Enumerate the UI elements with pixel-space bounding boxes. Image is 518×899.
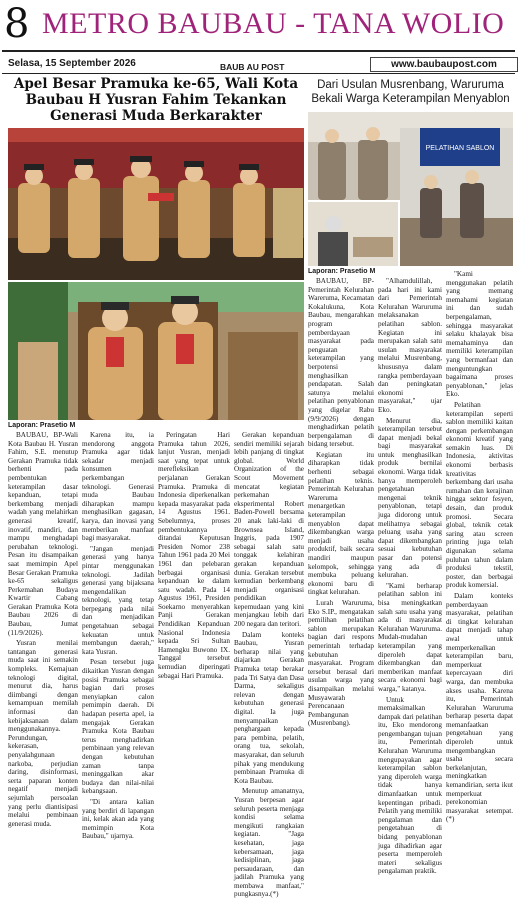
article1-paragraph: Karena itu, ia mendorong anggota Pramuka agar tidak sekadar menjadi konsumen perkembangan teknologi. Generasi muda Baubau diharapkan mampu menghasilkan gagasan, karya, dan inovasi yang memberikan manfaat bagi masyarakat.	[82, 431, 154, 543]
article1-paragraph: "Jangan menjadi generasi yang hanya pintar menggunakan teknologi. Jadilah generasi yang bijaksana mengendalikan teknologi, yang tetap berpegang pada nilai dan menjadikan pengetahuan sebagai kekuatan untuk membangun daerah," kata Yusran.	[82, 544, 154, 656]
article1-paragraph: Gerakan kepanduan sendiri memiliki sejarah lebih panjang di tingkat global. World Organization of the Scout Movement mencatat kegiatan perkemahan eksperimental Robert Baden-Powell bersama 20 anak laki-laki di Brownsea Island, Inggris, pada 1907 sebagai salah satu tonggak kelahiran gerakan kepanduan dunia. Gerakan tersebut kemudian berkembang menjadi organisasi pendidikan kepemudaan yang kini menjangkau lebih dari 200 negara dan teritori.	[234, 431, 304, 629]
article2-photo-mid-left	[308, 202, 398, 266]
article2-paragraph: Untuk memaksimalkan dampak dari pelatihan itu, Eko mendorong pengembangan tujuan itu, Pemerintah Kelurahan Warurumа mengupayakan agar keterampilan sablon yang diperoleh warga tidak hanya dimanfaatkan untuk kepentingan pribadi. Pelatih yang memiliki pengalaman dan pengetahuan di bidang penyablonan juga dihadirkan agar peserta memperoleh materi sekaligus pengalaman praktik.	[378, 695, 442, 876]
article2-paragraph: Pelatihan keterampilan seperti sablon memiliki kaitan dengan perkembangan ekonomi kreatif yang semakin luas. Di Indonesia, aktivitas ekonomi berbasis kreativitas berkembang dari usaha rumahan dan kerajinan hingga sektor fesyen, desain, dan produk promosi. Secara global, teknik cetak saring atau screen printing juga telah digunakan selama puluhan tahun dalam produksi tekstil, poster, dan berbagai produk komersial.	[446, 400, 513, 590]
article2-paragraph: Lurah Warurumа, Eko S.IP., mengatakan pemilihan pelatihan sablon merupakan bagian dari respons pemerintah terhadap kebutuhan masyarakat. Program tersebut berasal dari usulan warga yang disampaikan melalui Musyawarah Perencanaan Pembangunan (Musrenbang).	[308, 598, 374, 728]
website-link[interactable]: www.baubaupost.com	[370, 57, 518, 72]
article1-column-1	[8, 431, 78, 828]
article1-paragraph: Menutup amanatnya, Yusran berpesan agar seluruh peserta menjaga kondisi selama mengikuti rangkaian kegiatan. "Jaga kesehatan, jaga kebersamaan, jaga kedisiplinan, jaga persaudaraan, dan jadilah Pramuka yang membawa manfaat," pungkasnya.(*)	[234, 787, 304, 899]
article1-paragraph: "Di antara kalian yang berdiri di lapangan ini, kelak akan ada yang memimpin Kota Baubau," ujarnya.	[82, 797, 154, 841]
section-label: BAUB AU POST	[220, 62, 285, 72]
article2-paragraph: "Alhamdulillah, pada hari ini kami dari Pemerintah Kelurahan Warurumа melaksanakan pelatihan sablon. Kegiatan ini merupakan salah satu usulan masyarakat melalui Musrenbang, khususnya dalam rangka pemberdayaan dan peningkatan ekonomi masyarakat," ujar Eko.	[378, 277, 442, 414]
article2-paragraph: Menurut dia, keterampilan tersebut dapat menjadi bekal bagi masyarakat untuk menghasilkan produk bernilai ekonomi. Warga tidak hanya memperoleh pengetahuan mengenai teknik penyablonan, tetapi juga didorong untuk melihatnya sebagai peluang usaha yang dapat dikembangkan sesuai kebutuhan pasar dan potensi yang ada di kelurahan.	[378, 416, 442, 580]
article1-paragraph: BAUBAU, BP-Wali Kota Baubau H. Yusran Fahim, S.E. menutup Gerakan Pramuka tidak berhenti pada pembentukan keterampilan dasar kepanduan, tetapi berkembang menjadi wadah yang melahirkan generasi kreatif, inovatif, mandiri, dan mampu menghadapi perubahan teknologi. Pesan itu disampaikan saat memimpin Apel Besar Gerakan Pramuka ke-65 sekaligus Perkemahan Budaya Kwartir Cabang Gerakan Pramuka Kota Baubau 2026 di Baubau, Jumat (11/9/2026).	[8, 431, 78, 637]
article2-column-3	[446, 270, 513, 824]
article1-paragraph: Peringatan Hari Pramuka tahun 2026, lanjut Yusran, menjadi saat yang tepat untuk merefleksikan perjalanan Gerakan Pramuka. Pramuka di Indonesia diperkenalkan kepada masyarakat pada 14 Agustus 1961. Sebelumnya, proses pembentukannya ditandai Keputusan Presiden Nomor 238 Tahun 1961 pada 20 Mei 1961 dan pelebaran berbagai organisasi kepanduan ke dalam satu wadah. Pada 14 Agustus 1961, Presiden Soekarno menyerahkan Panji Gerakan Pendidikan Kepanduan Nasional Indonesia kepada Sri Sultan Hamengku Buwono IX. Tanggal tersebut kemudian diperingati sebagai Hari Pramuka.	[158, 431, 230, 680]
article2-paragraph: Kegiatan itu diharapkan tidak berhenti sebagai pelatihan teknis. Pemerintah Kelurahan Wareruma menargetkan keterampilan menyablon dapat dikembangkan warga menjadi usaha produktif, baik secara mandiri maupun kelompok, sehingga membuka peluang ekonomi baru di tingkat kelurahan.	[308, 450, 374, 597]
article2-caption: Laporan: Prasetio M	[308, 268, 376, 275]
side-margin-mark	[501, 2, 515, 62]
header-rule	[2, 50, 515, 52]
banner-text: PELATIHAN SABLON	[425, 145, 495, 152]
page-number: 8	[4, 1, 30, 47]
article1-paragraph: Yusran menilai tantangan generasi muda saat ini semakin kompleks. Kemajuan teknologi digital, menurut dia, harus diimbangi dengan kemampuan memilah informasi dan kebijaksanaan dalam menggunakannya. Perundungan, kekerasan, penyalahgunaan narkoba, perjudian daring, disinformasi, serta paparan konten negatif menjadi sejumlah persoalan yang perlu diantisipasi melalui pembinaan generasi muda.	[8, 639, 78, 828]
article1-photo-top	[8, 128, 304, 280]
article2-paragraph: "Kami berharap pelatihan sablon ini bisa meningkatkan salah satu usaha yang ada di masyarakat Kelurahan Warurumа. Mudah-mudahan keterampilan yang diperoleh dapat dikembangkan dan memberikan manfaat secara ekonomi bagi warga," katanya.	[378, 581, 442, 693]
article1-column-4	[234, 431, 304, 899]
article1-caption: Laporan: Prasetio M	[8, 422, 76, 429]
masthead-title: METRO BAUBAU - TANA WOLIO	[42, 7, 505, 40]
article1-column-2	[82, 431, 154, 841]
article1-column-3	[158, 431, 230, 797]
article2-column-2	[378, 277, 442, 876]
article1-photo-bottom	[8, 282, 304, 420]
article1-paragraph: Pesan tersebut juga dikaitkan Yusran dengan posisi Pramuka sebagai bagian dari proses menyiapkan calon pemimpin daerah. Di hadapan peserta apel, ia mengajak Gerakan Pramuka Kota Baubau terus menghadirkan pembinaan yang relevan dengan kebutuhan zaman tanpa meninggalkan akar budaya dan nilai-nilai kebangsaan.	[82, 658, 154, 796]
article2-photo-right	[400, 128, 513, 266]
article2-column-1	[308, 277, 374, 797]
article2-paragraph: Dalam konteks pemberdayaan masyarakat, pelatihan di tingkat kelurahan dapat menjadi tahap awal untuk memperkenalkan keterampilan baru, memperkuat kepercayaan diri warga, dan membuka akses usaha. Karena itu, Pemerintah Kelurahan Warurumа berharap peserta dapat memanfaatkan pengetahuan yang diperoleh untuk mengembangkan usaha secara berkelanjutan, meningkatkan kemandirian, serta ikut memperkuat perekonomian masyarakat setempat.(*)	[446, 591, 513, 824]
article2-headline: Dari Usulan Musrenbang, Warurumа Bekali Warga Keterampilan Menyablon	[311, 79, 510, 105]
article2-paragraph: BAUBAU, BP-Pemerintah Kelurahan Wareruma, Kecamatan Kokalukuna, Kota Baubau, mengarahkan program pemberdayaan masyarakat pada penguatan keterampilan yang berpotensi menghasilkan pendapatan. Salah satunya melalui pelatihan penyablonan yang digelar Rabu (9/9/2026) dengan menghadirkan pelatih berpengalaman di bidang tersebut.	[308, 277, 374, 449]
dateline: Selasa, 15 September 2026	[8, 58, 136, 69]
article1-paragraph: Dalam konteks Baubau, Yusran berharap nilai yang diajarkan Gerakan Pramuka tetap berakar pada Tri Satya dan Dasa Darma, sekaligus relevan dengan kebutuhan generasi digital. Ia juga menyampaikan penghargaan kepada para pembina, pelatih, orang tua, sekolah, masyarakat, dan seluruh pihak yang mendukung pembinaan Pramuka di Kota Baubau.	[234, 630, 304, 785]
subheader-rule	[2, 73, 515, 74]
article1-headline: Apel Besar Pramuka ke-65, Wali Kota Baubau H Yusran Fahim Tekankan Generasi Muda Berkarakter	[13, 76, 299, 124]
article2-paragraph: "Kami menggunakan pelatih yang memang memahami kegiatan ini dan sudah berpengalaman, sehingga masyarakat selaku khalayak bisa memahaminya dan memiliki keterampilan yang bermanfaat dan menguntungkan bagaimana proses penyablonan," jelas Eko.	[446, 270, 513, 399]
